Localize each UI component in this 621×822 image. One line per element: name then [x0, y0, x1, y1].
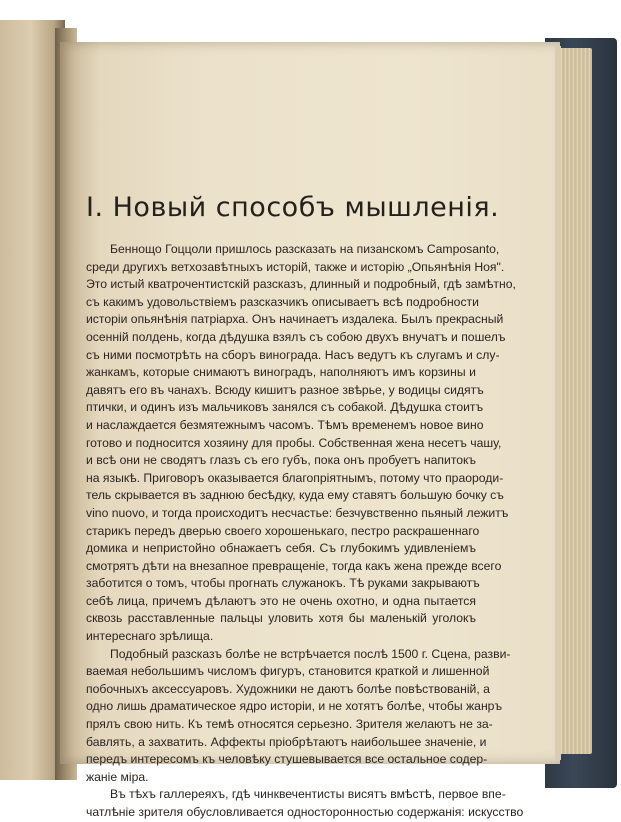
page-fore-edge — [555, 46, 561, 760]
text-line: среди другихъ ветхозавѣтныхъ исторій, также и исторію „Опьянѣнія Ноя". — [86, 259, 505, 274]
page-text — [86, 192, 524, 822]
text-line: бавлять, а захватить. Аффекты пріобрѣтаютъ наибольшее значеніе, и — [86, 734, 487, 749]
text-line: и наслаждается безмятежнымъ часомъ. Тѣмъ временемъ новое вино — [86, 417, 484, 432]
text-line: осенній полдень, когда дѣдушка взялъ съ собою двухъ внучатъ и пошелъ — [86, 329, 506, 344]
text-line: жанкамъ, которые снимаютъ виноградъ, наполняютъ имъ корзины и — [86, 365, 476, 380]
text-line: птички, и одинъ изъ мальчиковъ занялся съ собакой. Дѣдушка стоитъ — [86, 400, 484, 415]
text-line: тель скрывается въ заднюю бесѣдку, куда ему ставятъ большую бочку съ — [86, 488, 504, 503]
text-line: заботится о томъ, чтобы прогнать служанокъ. Тѣ руками закрываютъ — [86, 576, 480, 591]
text-line: на языкѣ. Приговоръ оказывается благопріятнымъ, потому что праороди- — [86, 470, 504, 485]
text-line: побочныхъ аксессуаровъ. Художники не даютъ болѣе повѣствованій, а — [86, 681, 490, 696]
page-block-edges — [556, 48, 592, 754]
text-line: Въ тѣхъ галлереяхъ, гдѣ чинквечентисты висятъ вмѣстѣ, первое впе- — [110, 787, 506, 802]
text-line: домика и непристойно обнажаетъ себя. Съ глубокимъ удивленіемъ — [86, 541, 476, 556]
text-line: себѣ лица, причемъ дѣлаютъ это не очень охотно, и одна пытается — [86, 593, 476, 608]
paragraph-2 — [86, 646, 511, 787]
text-line: сквозь расставленные пальцы уловить хотя бы маленькій уголокъ — [86, 611, 476, 626]
text-line: давятъ его въ чанахъ. Всюду кишитъ разное звѣрье, у водицы сидятъ — [86, 382, 484, 397]
text-line: ваемая небольшимъ числомъ фигуръ, становится краткой и лишенной — [86, 664, 490, 679]
paragraph-3 — [86, 786, 524, 821]
text-line: жаніе міра. — [86, 769, 149, 784]
text-line: съ ними посмотрѣть на сборъ винограда. Насъ ведутъ къ слугамъ и слу- — [86, 347, 500, 362]
text-line: vino nuovo, и тогда происходитъ несчастье: безчувственно пьяный лежитъ — [86, 505, 509, 520]
text-line: Подобный разсказъ болѣе не встрѣчается послѣ 1500 г. Сцена, разви- — [110, 646, 511, 661]
text-line: чатлѣніе зрителя обусловливается односторонностью содержанія: искусство — [86, 805, 524, 819]
text-line: передъ интересомъ къ человѣку стушевывается все остальное содер- — [86, 752, 488, 767]
text-line: Беннощо Гоццоли пришлось разсказать на пизанскомъ Camposanto, — [110, 242, 500, 256]
text-line: съ какимъ удовольствіемъ разсказчикъ описываетъ всѣ подробности — [86, 294, 479, 309]
text-line: готово и подносится хозяину для пробы. Собственная жена несетъ чашу, — [86, 435, 502, 450]
text-line: старикъ передъ дверью своего хорошенькаго, пестро раскрашеннаго — [86, 523, 480, 538]
text-line: прялъ свою нить. Къ темѣ относятся серьезно. Зрителя желаютъ не за- — [86, 717, 493, 732]
chapter-title: I. Новый способъ мышленія. — [86, 192, 500, 223]
text-line: одно лишь драматическое ядро исторіи, и не хотятъ болѣе, чтобы жанръ — [86, 699, 503, 714]
text-line: смотрятъ дѣти на внезапное превращеніе, тогда какъ жена прежде всего — [86, 558, 502, 573]
text-line: интереснаго зрѣлища. — [86, 629, 214, 644]
text-line: исторіи опьянѣнія патріарха. Онъ начинаетъ издалека. Былъ прекрасный — [86, 312, 504, 327]
text-line: Это истый кватрочентистскій разсказъ, длинный и подробный, гдѣ замѣтно, — [86, 277, 516, 292]
paragraph-1 — [86, 241, 516, 646]
text-line: и всѣ они не сводятъ глазъ съ его губъ, пока онъ пробуетъ напитокъ — [86, 453, 476, 468]
